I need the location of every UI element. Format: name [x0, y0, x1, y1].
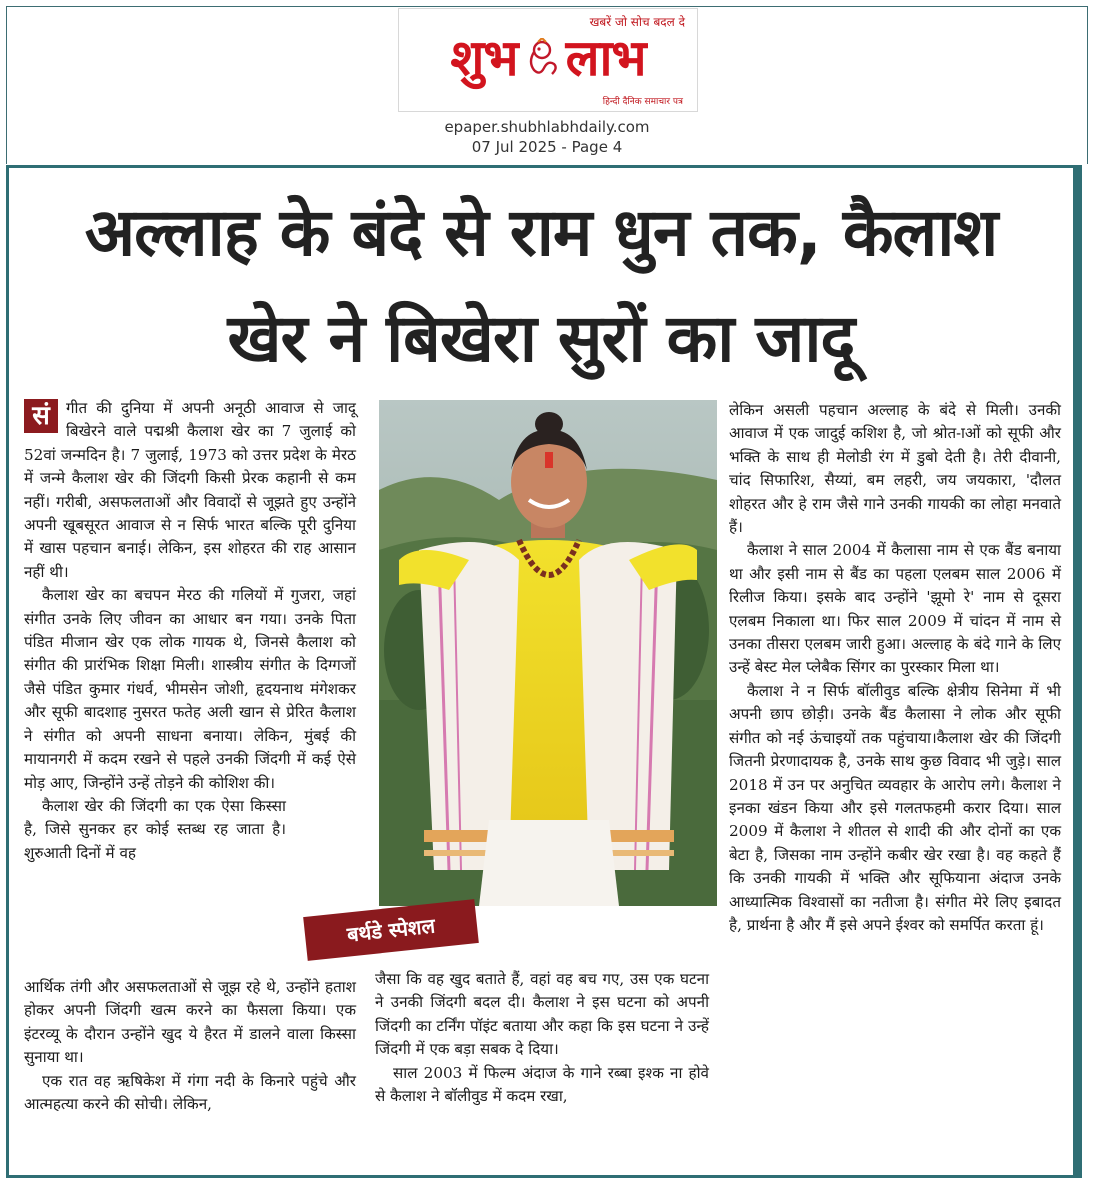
kailash-kher-photo: [379, 400, 717, 906]
drop-cap: सं: [24, 399, 58, 433]
paragraph: लेकिन असली पहचान अल्लाह के बंदे से मिली। उनकी आवाज में एक जादुई कशिश है, जो श्रोत-ाओं को सूफी और भक्ति के साथ ही मेलोडी रंग में डुबो देती है। तेरी दीवानी, चांद सिफारिश, सैय्यां, बम लहरी, जय जयकारा, 'दौलत शोहरत और हे राम जैसे गाने उनकी गायकी का लोहा मनवाते हैं।: [729, 401, 1061, 537]
lead-text: गीत की दुनिया में अपनी अनूठी आवाज से जादू बिखेरने वाले पद्मश्री कैलाश खेर का 7 जुलाई को 52वां जन्मदिन है। 7 जुलाई, 1973 को उत्तर प्रदेश के मेरठ में जन्मे कैलाश खेर की जिंदगी किसी प्रेरक कहानी से कम नहीं। गरीबी, असफलताओं और विवादों से जूझते हुए उन्होंने अपनी खूबसूरत आवाज से न सिर्फ भारत बल्कि पूरी दुनिया में खास पहचान बनाई। लेकिन, इस शोहरत की राह आसान नहीं थी।: [24, 399, 356, 581]
masthead-tagline: खबरें जो सोच बदल दे: [589, 15, 685, 29]
article-column-1-lower: [24, 976, 356, 1116]
logo-word-right: लाभ: [565, 29, 646, 87]
article-column-2: [375, 968, 709, 1108]
paragraph: कैलाश ने साल 2004 में कैलासा नाम से एक बैंड बनाया था और इसी नाम से बैंड का पहला एलबम साल 2006 में रिलीज किया। इसके बाद उन्होंने 'झूमो रे' नाम से दूसरा एलबम निकाला था। फिर साल 2009 में चांदन में नाम से उनका तीसरा एलबम जारी हुआ। अल्लाह के बंदे गाने के लिए उन्हें बेस्ट मेल प्लेबैक सिंगर का पुरस्कार मिला था।: [729, 541, 1061, 677]
article-column-1: [24, 397, 356, 865]
birthday-special-label: बर्थडे स्पेशल: [303, 899, 479, 961]
portrait-image: [379, 400, 717, 906]
lead-paragraph: [24, 397, 356, 584]
paragraph: कैलाश खेर की जिंदगी का एक ऐसा किस्सा है, जिसे सुनकर हर कोई स्तब्ध रह जाता है। शुरुआती दिनों में वह: [24, 796, 286, 862]
paragraph: जैसा कि वह खुद बताते हैं, वहां वह बच गए, उस एक घटना ने उनकी जिंदगी बदल दी। कैलाश ने इस घटना को अपनी जिंदगी का टर्निंग पॉइंट बताया और कहा कि इस घटना ने उन्हें जिंदगी में एक बड़ा सबक दे दिया।: [375, 970, 709, 1059]
epaper-url[interactable]: epaper.shubhlabhdaily.com: [444, 118, 650, 136]
paragraph: साल 2003 में फिल्म अंदाज के गाने रब्बा इश्क ना होवे से कैलाश ने बॉलीवुड में कदम रखा,: [375, 1063, 709, 1106]
headline-line-1: अल्लाह के बंदे से राम धुन तक, कैलाश: [84, 194, 998, 271]
newspaper-logo: [405, 27, 691, 89]
paragraph: एक रात वह ऋषिकेश में गंगा नदी के किनारे पहुंचे और आत्महत्या करने की सोची। लेकिन,: [24, 1071, 356, 1114]
newspaper-masthead[interactable]: [398, 8, 698, 112]
logo-word-left: शुभ: [450, 29, 518, 87]
masthead-subtitle: हिन्दी दैनिक समाचार पत्र: [602, 97, 683, 107]
article-box: [6, 165, 1082, 1178]
ganesha-emblem-icon: [524, 38, 560, 78]
paragraph: कैलाश खेर का बचपन मेरठ की गलियों में गुजरा, जहां संगीत उनके लिए जीवन का आधार बन गया। उनके पिता पंडित मीजान खेर एक लोक गायक थे, जिनसे कैलाश को संगीत की प्रारंभिक शिक्षा मिली। शास्त्रीय संगीत के दिग्गजों जैसे पंडित कुमार गंधर्व, भीमसेन जोशी, हृदयनाथ मंगेशकर और सूफी बादशाह नुसरत फतेह अली खान से प्रेरित कैलाश ने संगीत को अपनी साधना बनाया। लेकिन, मुंबई की मायानगरी में कदम रखने से पहले उनकी जिंदगी में कई ऐसे मोड़ आए, जिन्होंने उन्हें तोड़ने की कोशिश की।: [24, 586, 356, 792]
article-column-3: [729, 399, 1061, 937]
headline-line-2: खेर ने बिखेरा सुरों का जादू: [227, 300, 855, 377]
paragraph: कैलाश ने न सिर्फ बॉलीवुड बल्कि क्षेत्रीय सिनेमा में भी अपनी छाप छोड़ी। उनके बैंड कैलासा ने लोक और सूफी संगीत को नई ऊंचाइयों तक पहुंचाया।कैलाश खेर की जिंदगी जितनी प्रेरणादायक है, उनके साथ कुछ विवाद भी जुड़े। साल 2018 में उन पर अनुचित व्यवहार के आरोप लगे। कैलाश ने इनका खंडन किया और इसे गलतफहमी करार दिया। साल 2009 में कैलाश ने शीतल से शादी की और दोनों का एक बेटा है, जिसका नाम उन्होंने कबीर खेर रखा है। वह कहते हैं कि उनकी गायकी में भक्ति और सूफियाना अंदाज उनके आध्यात्मिक विश्वासों का नतीजा है। संगीत मेरे लिए इबादत है, प्रार्थना है और मैं इसे अपने ईश्वर को समर्पित करता हूं।: [729, 681, 1061, 934]
edition-date-page: 07 Jul 2025 - Page 4: [471, 138, 623, 156]
paragraph: आर्थिक तंगी और असफलताओं से जूझ रहे थे, उन्होंने हताश होकर अपनी जिंदगी खत्म करने का फैसला किया। एक इंटरव्यू के दौरान उन्होंने खुद ये हैरत में डालने वाला किस्सा सुनाया था।: [24, 978, 356, 1067]
